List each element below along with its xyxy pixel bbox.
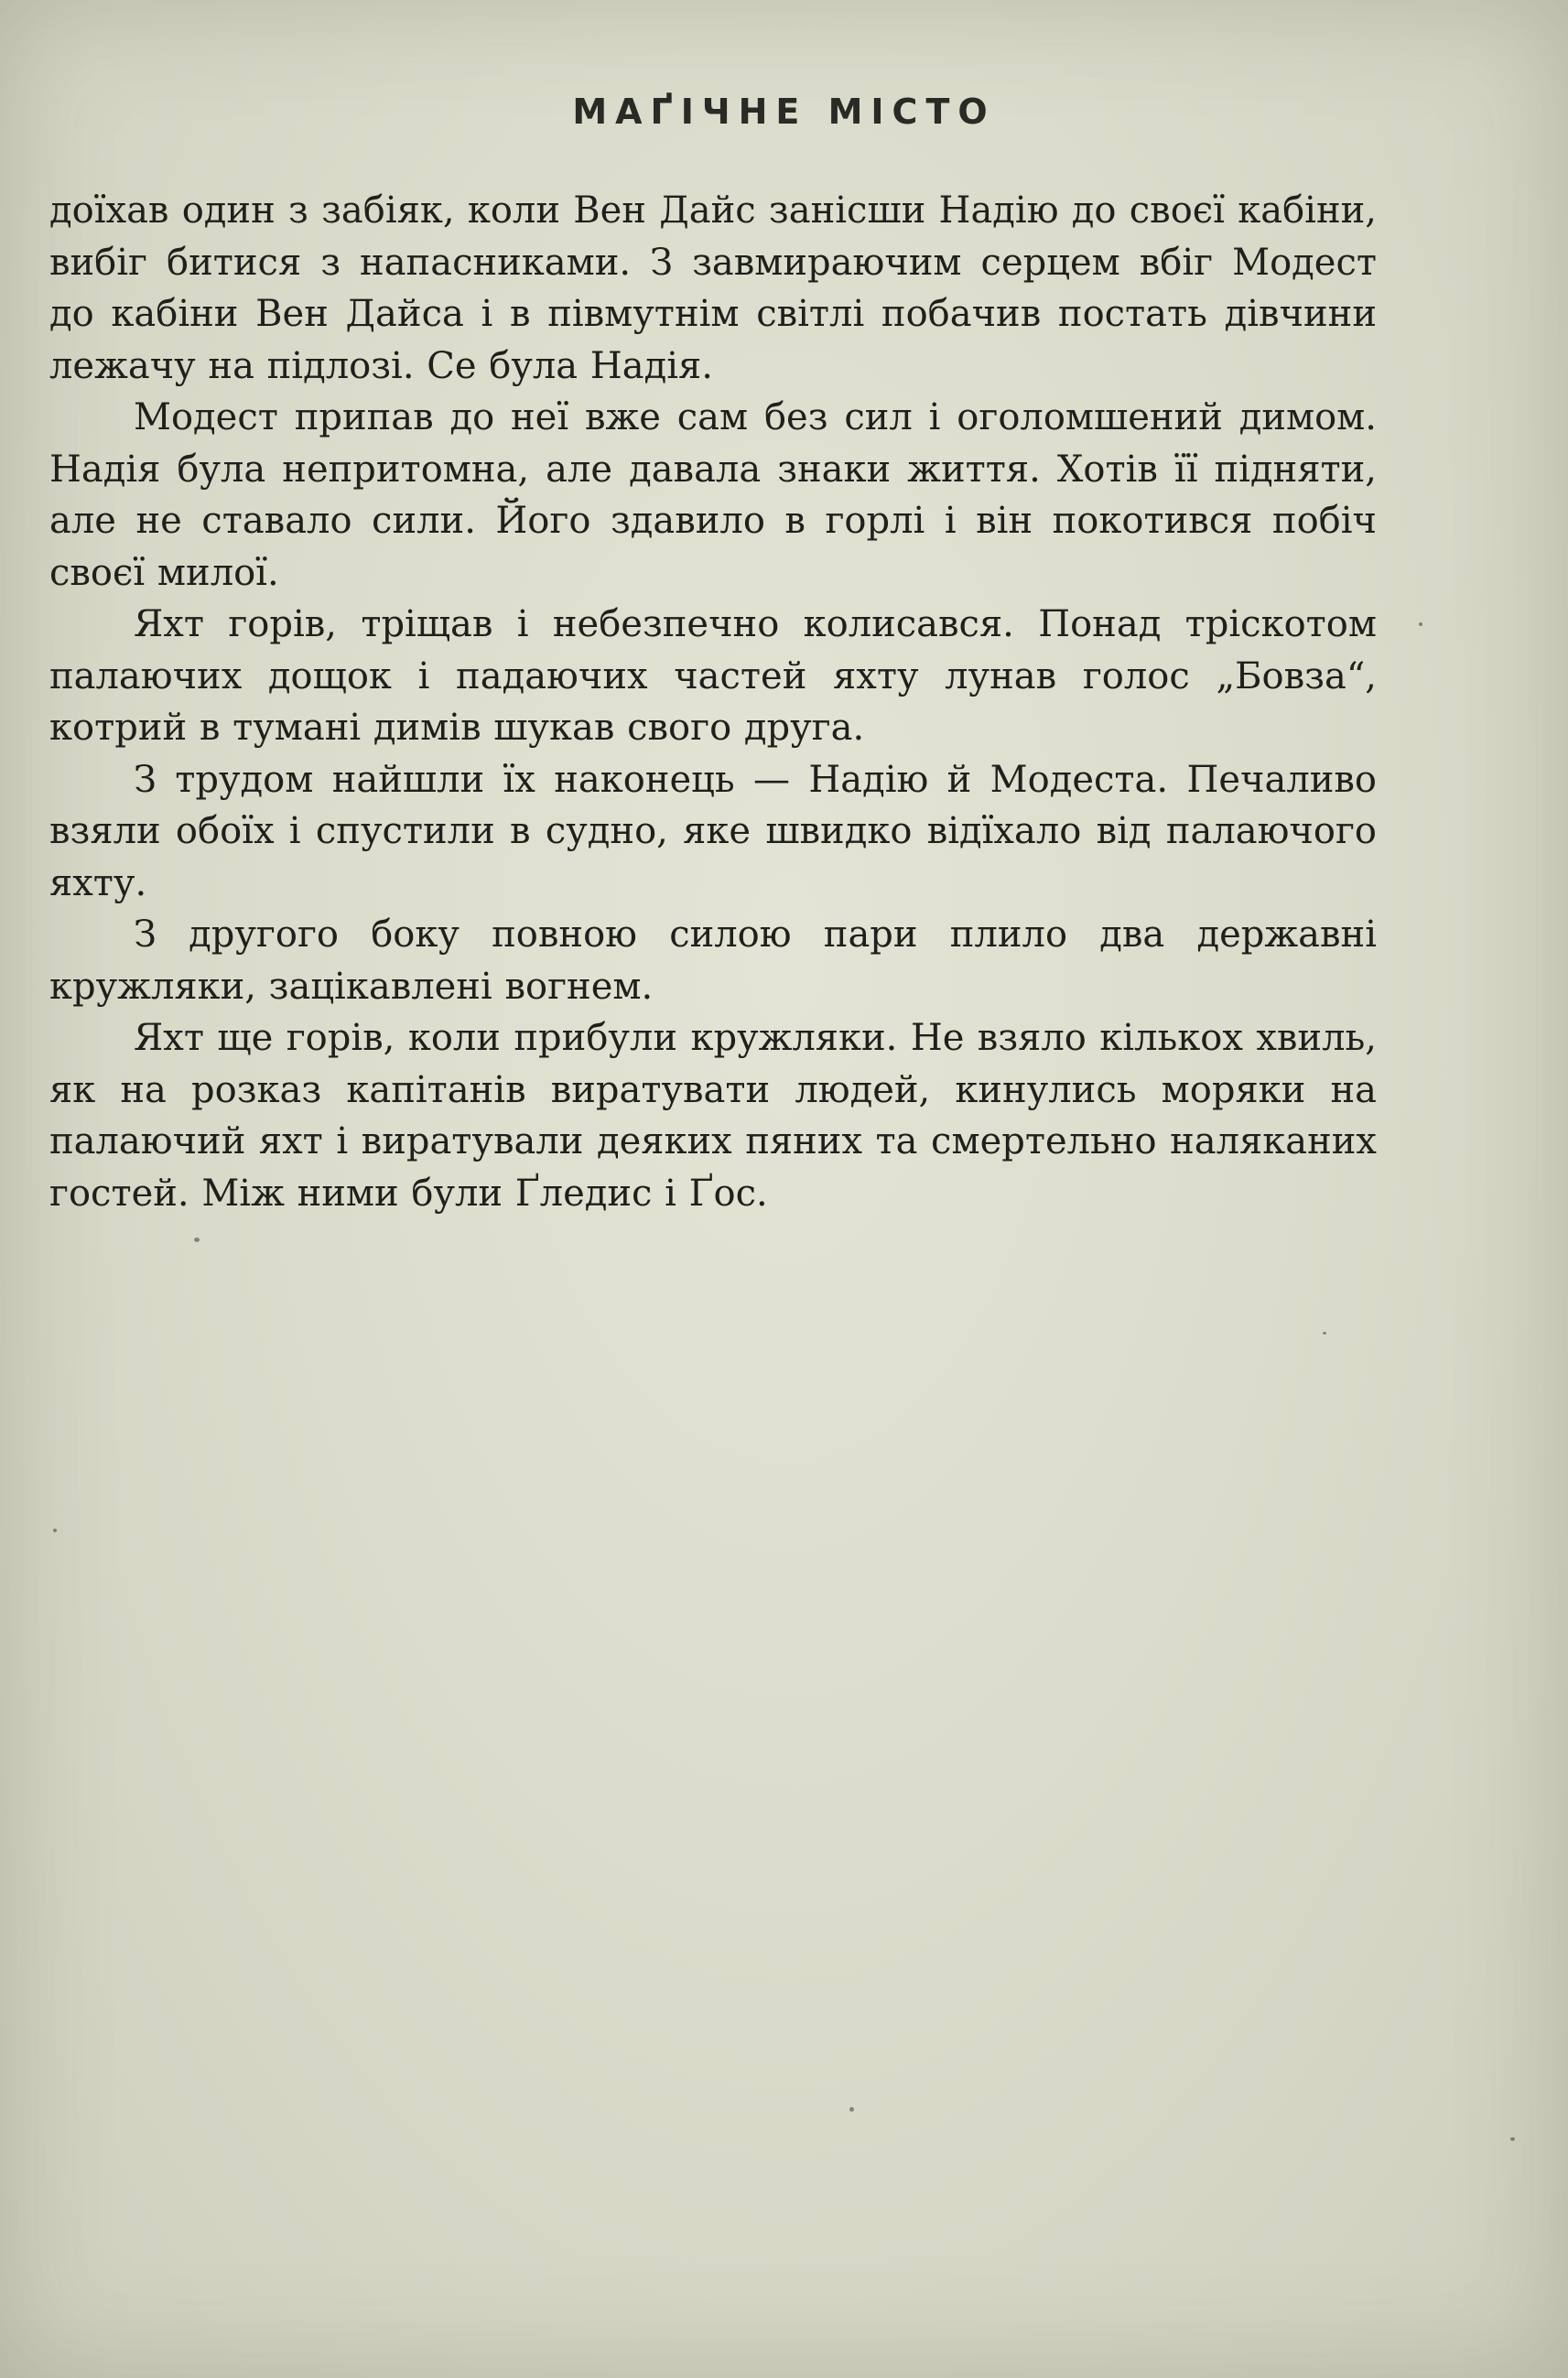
paragraph: З трудом найшли їх наконець — Надію й Модеста. Печаливо взяли обоїх і спустили в судно, яке швидко відїхало від палаючого яхту.: [49, 758, 1377, 904]
paper-speck: [194, 1238, 200, 1242]
paper-speck: [1510, 2137, 1515, 2141]
paragraph: доїхав один з забіяк, коли Вен Дайс занісши Надію до своєї кабіни, вибіг битися з напасниками. З завмираючим серцем вбіг Модест до кабіни Вен Дайса і в півмутнім світлі побачив постать дівчини лежачу на підлозі. Се була Надія.: [49, 189, 1377, 387]
paper-speck: [1419, 622, 1422, 626]
running-head: МАҐІЧНЕ МІСТО: [572, 92, 996, 132]
paper-speck: [849, 2107, 854, 2112]
paragraph: Модест припав до неї вже сам без сил і оголомшений димом. Надія була непритомна, але давала знаки життя. Хотів її підняти, але не ставало сили. Його здавило в горлі і він покотився побіч своєї милої.: [49, 396, 1377, 594]
body-text: [49, 185, 1377, 1219]
paper-speck: [1323, 1332, 1326, 1335]
paragraph: Яхт горів, тріщав і небезпечно колисався. Понад тріскотом палаючих дощок і падаючих частей яхту лунав голос „Бовза“, котрий в тумані димів шукав свого друга.: [49, 603, 1377, 749]
paragraph: Яхт ще горів, коли прибули кружляки. Не взяло кількох хвиль, як на розказ капітанів виратувати людей, кинулись моряки на палаючий яхт і виратували деяких пяних та смертельно наляканих гостей. Між ними були Ґледис і Ґос.: [49, 1017, 1377, 1215]
paper-speck: [53, 1529, 57, 1532]
paragraph: З другого боку повною силою пари плило два державні кружляки, зацікавлені вогнем.: [49, 913, 1377, 1008]
